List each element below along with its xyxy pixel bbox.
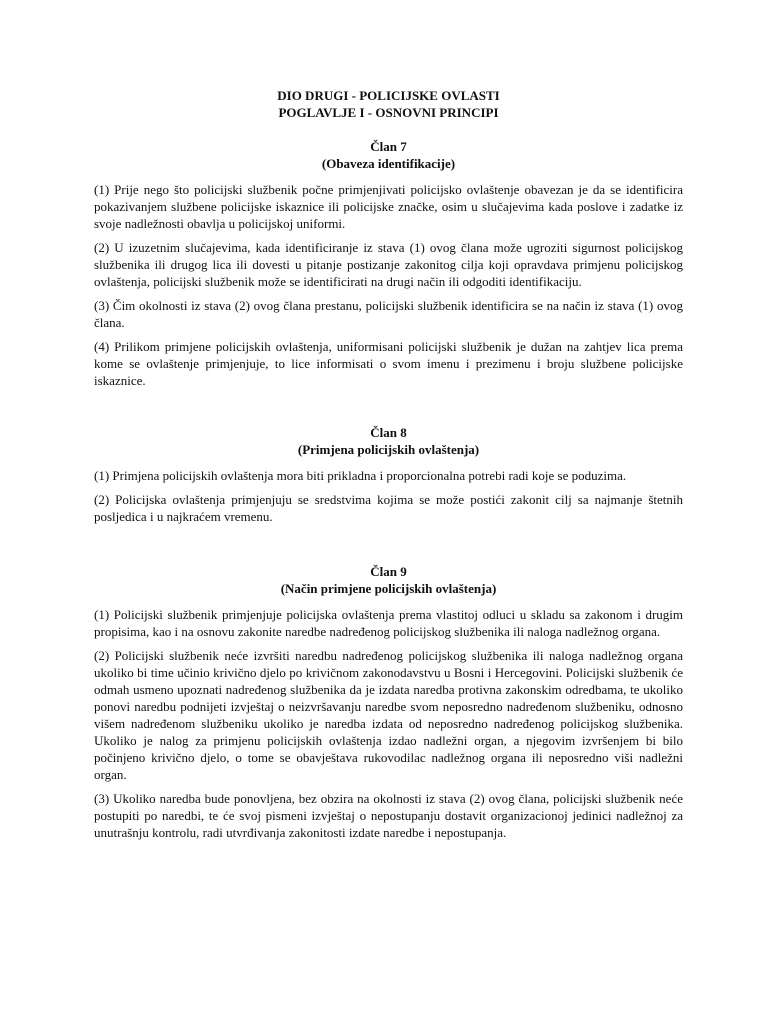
article-9: [94, 563, 683, 841]
article-number: Član 7: [370, 139, 407, 154]
article-paragraph: (1) Policijski službenik primjenjuje policijska ovlaštenja prema vlastitoj odluci u skladu sa zakonom i drugim propisima, kao i na osnovu zakonite naredbe nadređenog policijskog službenika ili naloga nadležnog organa.: [94, 607, 683, 639]
chapter-heading: POGLAVLJE I - OSNOVNI PRINCIPI: [278, 105, 499, 120]
article-paragraph: (2) Policijska ovlaštenja primjenjuju se sredstvima kojima se može postići zakonit cilj sa najmanje štetnih posljedica i u najkraćem vremenu.: [94, 492, 683, 524]
article-paragraph: (2) U izuzetnim slučajevima, kada identificiranje iz stava (1) ovog člana može ugroziti sigurnost policijskog službenika ili drugog lica ili dovesti u pitanje postizanje zakonitog cilja koji opravdava primjenu policijskog ovlaštenja, policijski službenik može se identificirati na drugi način ili odgoditi identifikaciju.: [94, 240, 683, 289]
article-paragraph: (1) Prije nego što policijski službenik počne primjenjivati policijsko ovlaštenje obavezan je da se identificira pokazivanjem službene policijske iskaznice ili policijske značke, osim u slučajevima kada poslove i zadatke iz svoje nadležnosti obavlja u policijskoj uniformi.: [94, 182, 683, 231]
article-paragraph: (3) Ukoliko naredba bude ponovljena, bez obzira na okolnosti iz stava (2) ovog člana, policijski službenik neće postupiti po naredbi, te će svoj pismeni izvještaj o nepostupanju dostavit organizacionoj jedinici nadležnoj za unutrašnju kontrolu, radi utvrđivanja zakonitosti izdate naredbe i nepostupanja.: [94, 791, 683, 840]
article-header: [94, 138, 683, 172]
article-7: [94, 138, 683, 389]
article-title: (Obaveza identifikacije): [321, 156, 456, 171]
article-number: Član 9: [370, 564, 407, 579]
main-heading: [94, 87, 683, 121]
article-paragraph: (4) Prilikom primjene policijskih ovlaštenja, uniformisani policijski službenik je dužan na zahtjev lica prema kome se ovlaštenje primjenjuje, to lice informisati o svom imenu i prezimenu i broju službene policijske iskaznice.: [94, 339, 683, 388]
article-paragraph: (3) Čim okolnosti iz stava (2) ovog člana prestanu, policijski službenik identificira se na način iz stava (1) ovog člana.: [94, 298, 683, 330]
part-heading: DIO DRUGI - POLICIJSKE OVLASTI: [277, 88, 500, 103]
article-paragraph: (2) Policijski službenik neće izvršiti naredbu nadređenog policijskog službenika ili naloga nadležnog organa ukoliko bi time učinio krivično djelo po krivičnom zakonodavstvu u Bosni i Hercegovini. Policijski službenik će odmah usmeno upoznati nadređenog službenika da je izdata naredba protivna zakonskim odredbama, te ukoliko ponovi naredbu podnijeti izvještaj o neizvršavanju naredbe svom neposredno nadređenom službeniku, odnosno višem nadređenom službeniku ukoliko je naredba izdata od neposredno nadređenog policijskog službenika. Ukoliko je nalog za primjenu policijskih ovlaštenja izdao nadležni organ, a njegovim izvršenjem bi bilo počinjeno krivično djelo, o tome se obavještava rukovodilac nadležnog organa ili neposredno viši nadležni organ.: [94, 648, 683, 782]
article-paragraph: (1) Primjena policijskih ovlaštenja mora biti prikladna i proporcionalna potrebi radi koje se poduzima.: [94, 468, 627, 483]
article-header: [94, 563, 683, 597]
article-header: [94, 424, 683, 458]
article-title: (Način primjene policijskih ovlaštenja): [280, 581, 497, 596]
article-number: Član 8: [370, 425, 407, 440]
article-title: (Primjena policijskih ovlaštenja): [297, 442, 480, 457]
article-8: [94, 424, 683, 525]
